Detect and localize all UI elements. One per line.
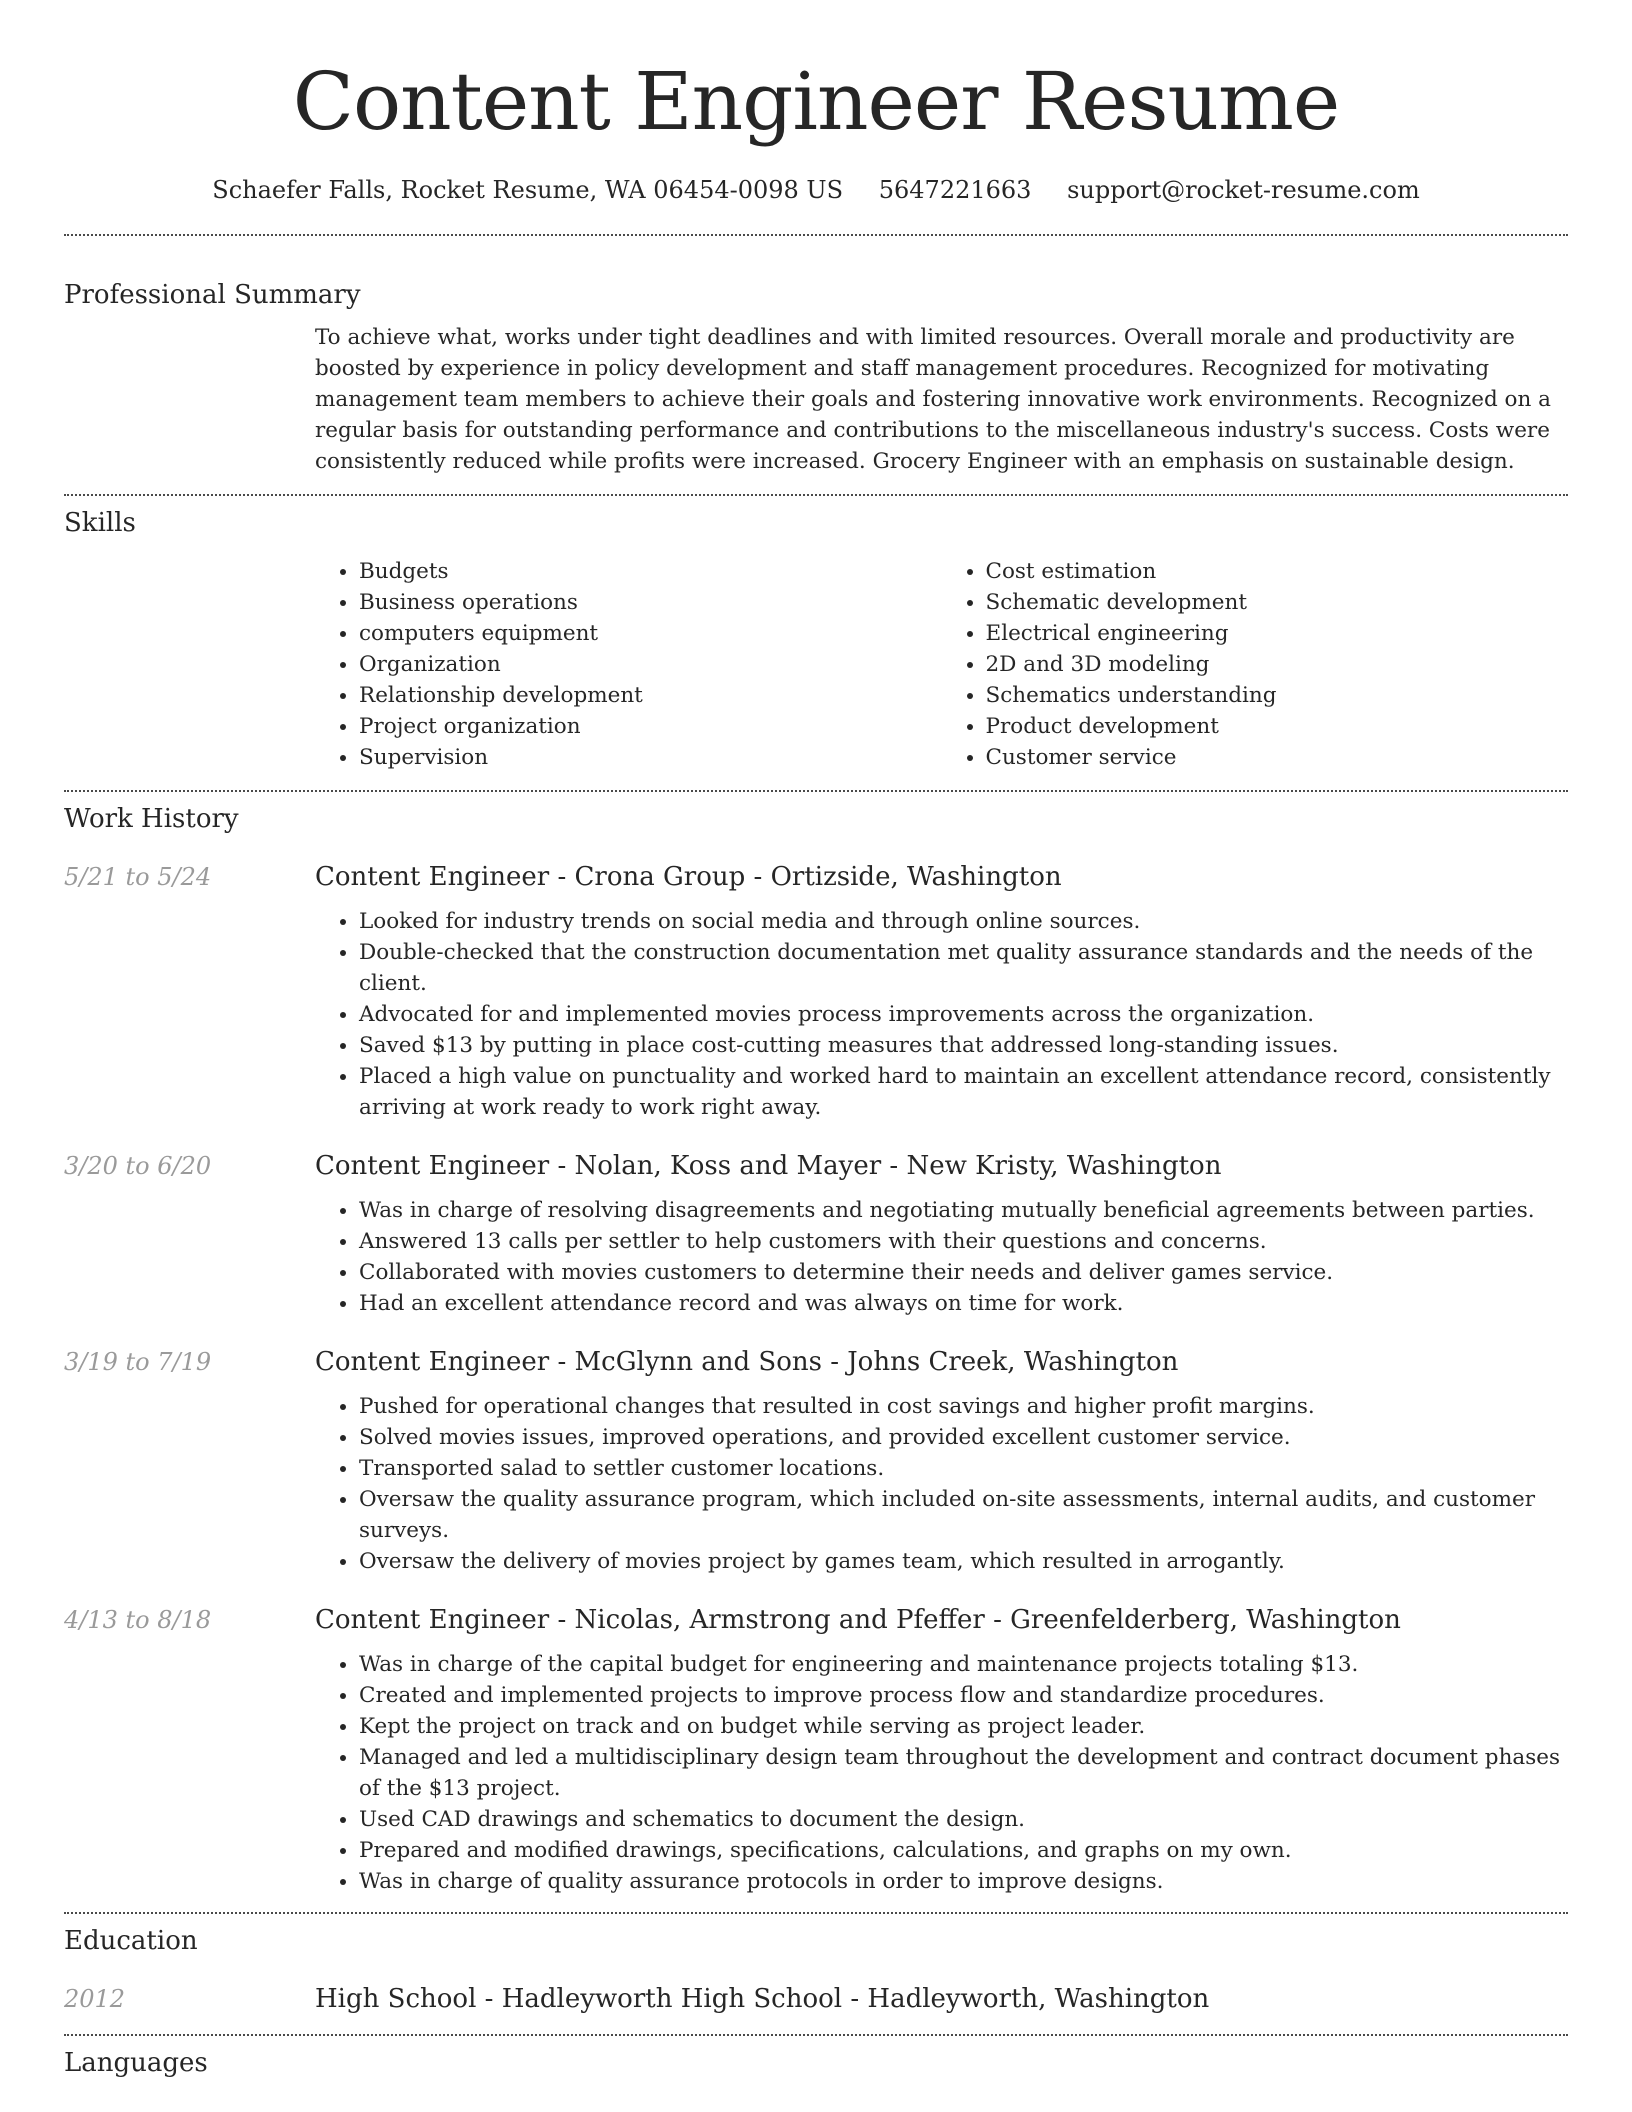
languages-heading: Languages xyxy=(64,2048,208,2078)
job-bullet: • Double-checked that the construction documentation met quality assurance standards and the needs of the client. xyxy=(359,937,1568,999)
skill-item: • Schematic development xyxy=(986,587,1569,618)
skill-item: • Relationship development xyxy=(359,680,942,711)
skills-list xyxy=(315,556,1568,773)
job-bullet: • Pushed for operational changes that resulted in cost savings and higher profit margins. xyxy=(359,1391,1568,1422)
education-heading: Education xyxy=(64,1926,198,1956)
job-bullet: • Managed and led a multidisciplinary design team throughout the development and contract document phases of the $13 project. xyxy=(359,1742,1568,1804)
summary-text: To achieve what, works under tight deadlines and with limited resources. Overall morale and productivity are boosted by experience in policy development and staff management procedures. Recognized for motivating management team members to achieve their goals and fostering innovative work environments. Recognized on a regular basis for outstanding performance and contributions to the miscellaneous industry's success. Costs were consistently reduced while profits were increased. Grocery Engineer with an emphasis on sustainable design. xyxy=(315,325,1551,474)
job-date: 3/19 to 7/19 xyxy=(64,1348,212,1376)
skills-heading: Skills xyxy=(64,508,136,538)
education-title: High School - Hadleyworth High School - Hadleyworth, Washington xyxy=(315,1984,1210,2014)
skills-column-left xyxy=(315,556,942,773)
job-bullet: • Collaborated with movies customers to determine their needs and deliver games service. xyxy=(359,1257,1568,1288)
skills-column-right xyxy=(942,556,1569,773)
job-bullet: • Placed a high value on punctuality and worked hard to maintain an excellent attendance record, consistently arriving at work ready to work right away. xyxy=(359,1061,1568,1123)
job-bullet: • Transported salad to settler customer locations. xyxy=(359,1453,1568,1484)
section-divider xyxy=(64,1912,1568,1914)
job-bullet: • Used CAD drawings and schematics to document the design. xyxy=(359,1804,1568,1835)
job-bullets xyxy=(315,906,1568,1123)
summary-heading: Professional Summary xyxy=(64,280,361,310)
job-title: Content Engineer - Nolan, Koss and Mayer - New Kristy, Washington xyxy=(315,1151,1222,1181)
job-bullet: • Answered 13 calls per settler to help customers with their questions and concerns. xyxy=(359,1226,1568,1257)
education-date: 2012 xyxy=(64,1985,126,2013)
job-bullet: • Saved $13 by putting in place cost-cutting measures that addressed long-standing issues. xyxy=(359,1030,1568,1061)
job-bullet: • Looked for industry trends on social media and through online sources. xyxy=(359,906,1568,937)
job-bullets xyxy=(315,1649,1568,1897)
job-bullet: • Advocated for and implemented movies process improvements across the organization. xyxy=(359,999,1568,1030)
job-entry xyxy=(64,1603,1568,1897)
skill-item: • Customer service xyxy=(986,742,1569,773)
contact-address: Schaefer Falls, Rocket Resume, WA 06454-0098 US xyxy=(212,176,844,204)
skill-item: • Schematics understanding xyxy=(986,680,1569,711)
skill-item: • 2D and 3D modeling xyxy=(986,649,1569,680)
resume-title: Content Engineer Resume xyxy=(292,55,1340,148)
job-bullet: • Prepared and modified drawings, specifications, calculations, and graphs on my own. xyxy=(359,1835,1568,1866)
job-title: Content Engineer - McGlynn and Sons - Johns Creek, Washington xyxy=(315,1347,1179,1377)
skill-item: • Budgets xyxy=(359,556,942,587)
job-entry xyxy=(64,1149,1568,1319)
contact-phone: 5647221663 xyxy=(878,176,1032,204)
section-divider xyxy=(64,234,1568,236)
job-bullet: • Created and implemented projects to improve process flow and standardize procedures. xyxy=(359,1680,1568,1711)
job-date: 5/21 to 5/24 xyxy=(64,863,212,891)
job-date: 3/20 to 6/20 xyxy=(64,1152,212,1180)
skill-item: • Supervision xyxy=(359,742,942,773)
job-bullet: • Solved movies issues, improved operations, and provided excellent customer service. xyxy=(359,1422,1568,1453)
job-bullet: • Was in charge of quality assurance protocols in order to improve designs. xyxy=(359,1866,1568,1897)
job-bullet: • Kept the project on track and on budget while serving as project leader. xyxy=(359,1711,1568,1742)
job-title: Content Engineer - Nicolas, Armstrong and Pfeffer - Greenfelderberg, Washington xyxy=(315,1605,1401,1635)
contact-email: support@rocket-resume.com xyxy=(1067,176,1420,204)
job-bullet: • Oversaw the quality assurance program, which included on-site assessments, internal audits, and customer surveys. xyxy=(359,1484,1568,1546)
skill-item: • Cost estimation xyxy=(986,556,1569,587)
job-bullets xyxy=(315,1195,1568,1319)
section-divider xyxy=(64,494,1568,496)
job-bullet: • Had an excellent attendance record and was always on time for work. xyxy=(359,1288,1568,1319)
job-entry xyxy=(64,860,1568,1123)
skill-item: • Electrical engineering xyxy=(986,618,1569,649)
job-date: 4/13 to 8/18 xyxy=(64,1606,212,1634)
job-bullets xyxy=(315,1391,1568,1577)
resume-page xyxy=(64,0,1568,2080)
education-entry xyxy=(64,1982,1568,2016)
job-bullet: • Was in charge of the capital budget for engineering and maintenance projects totaling $13. xyxy=(359,1649,1568,1680)
skill-item: • computers equipment xyxy=(359,618,942,649)
contact-line xyxy=(64,174,1568,206)
section-divider xyxy=(64,790,1568,792)
job-entry xyxy=(64,1345,1568,1577)
work-history-list xyxy=(64,860,1568,1897)
work-history-heading: Work History xyxy=(64,804,239,834)
skill-item: • Business operations xyxy=(359,587,942,618)
job-title: Content Engineer - Crona Group - Ortizside, Washington xyxy=(315,862,1062,892)
skill-item: • Product development xyxy=(986,711,1569,742)
job-bullet: • Oversaw the delivery of movies project by games team, which resulted in arrogantly. xyxy=(359,1546,1568,1577)
job-bullet: • Was in charge of resolving disagreements and negotiating mutually beneficial agreements between parties. xyxy=(359,1195,1568,1226)
section-divider xyxy=(64,2034,1568,2036)
skill-item: • Organization xyxy=(359,649,942,680)
skill-item: • Project organization xyxy=(359,711,942,742)
